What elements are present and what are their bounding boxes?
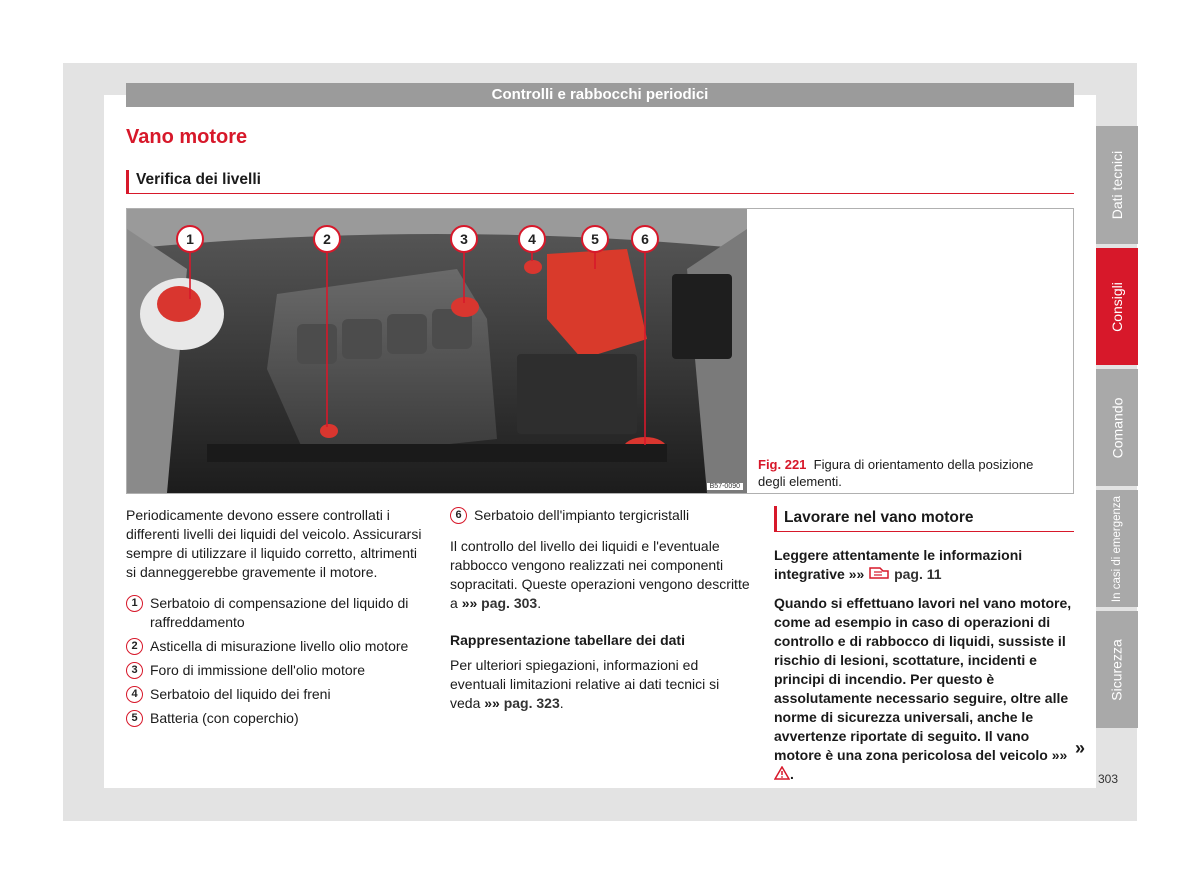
item-text: Batteria (con coperchio) [150,710,299,726]
paragraph-text: Il controllo del livello dei liquidi e l'eventuale rabbocco vengono realizzati nei componenti sopracitati. Queste operazioni vengono descritte a [450,538,750,611]
item-number: 4 [126,686,143,703]
column-1 [126,506,426,733]
cross-reference-link[interactable] [849,566,942,582]
callout-label: 5 [591,231,599,247]
intro-paragraph: Periodicamente devono essere controllati i differenti livelli dei liquidi del veicolo. Assicurarsi sempre di utilizzare il liquido corretto, altrimenti si danneggerebbe gravemente il motore. [126,507,422,580]
figure-code: B57-0090 [707,483,743,490]
item-text: Serbatoio del liquido dei freni [150,686,331,702]
side-tab-dati-tecnici[interactable] [1096,126,1138,244]
item-number: 6 [450,507,467,524]
lead-paragraph [774,546,1074,584]
side-tab-comando[interactable] [1096,369,1138,486]
item-number: 1 [126,595,143,612]
item-number: 5 [126,710,143,727]
air-filter-box [517,354,637,434]
figure-caption [758,456,1058,490]
oil-dipstick [320,424,338,438]
subsection-title: Verifica dei livelli [126,170,1074,194]
engine-bay-illustration [127,209,747,493]
paragraph [450,656,750,713]
item-text: Serbatoio di compensazione del liquido di raffreddamento [150,595,409,630]
warning-triangle-icon [774,766,790,780]
cross-reference-link[interactable] [484,695,560,711]
item-number: 2 [126,638,143,655]
item-text: Asticella di misurazione livello olio motore [150,638,409,654]
warning-text: Quando si effettuano lavori nel vano motore, come ad esempio in caso di operazioni di controllo e di rabbocco di liquidi, sussiste il rischio di lesioni, scottature, incidenti e principi di incendio. Per questo è assolutamente necessario seguire, oltre alle norme di sicurezza universali, anche le avvertenze riportate di seguito. Il vano motore è una zona pericolosa del veicolo [774,595,1072,763]
figure-221 [126,208,1074,494]
xref-page: pag. 11 [894,566,942,582]
cross-reference-link[interactable] [462,595,538,611]
warning-paragraph [774,594,1074,784]
figure-caption-text: Figura di orientamento della posizione degli elementi. [758,457,1034,489]
book-reference-icon [868,566,890,580]
callout-label: 4 [528,231,536,247]
callout-label: 6 [641,231,649,247]
list-item [126,709,426,728]
side-tab-label: Dati tecnici [1109,150,1125,220]
side-tab-consigli[interactable] [1096,248,1138,365]
brake-fluid-cap [524,260,542,274]
punctuation: . [790,766,794,782]
section-box-title: Lavorare nel vano motore [774,506,1074,532]
page-number: 303 [1098,772,1119,786]
oil-filler-cap [451,297,479,317]
callout-label: 2 [323,231,331,247]
item-text: Foro di immissione dell'olio motore [150,662,366,678]
continue-arrow-icon: » [1075,738,1086,758]
xref-arrow-icon: »» [484,695,500,711]
list-item [126,637,426,656]
xref-arrow-icon: »» [1051,747,1068,763]
list-item [126,685,426,704]
side-tab-emergenza[interactable] [1096,490,1138,607]
column-2 [450,506,750,713]
section-title: Vano motore [126,126,248,148]
paragraph [450,537,750,613]
xref-page: pag. 303 [481,595,538,611]
subheading: Rappresentazione tabellare dei dati [450,632,685,648]
side-tab-label: In casi di emergenza [1111,495,1123,602]
xref-arrow-icon: »» [848,566,865,582]
callout-label: 1 [186,231,194,247]
list-item [126,594,426,632]
punctuation: . [537,595,542,611]
callout-label: 3 [460,231,468,247]
punctuation: . [559,695,564,711]
list-item [126,661,426,680]
xref-page: pag. 323 [503,695,560,711]
column-3 [774,506,1074,784]
side-tab-label: Sicurezza [1109,638,1125,701]
side-tab-label: Consigli [1109,281,1125,332]
item-text: Serbatoio dell'impianto tergicristalli [474,507,690,523]
side-tab-sicurezza[interactable] [1096,611,1138,728]
side-tab-label: Comando [1109,397,1126,458]
item-number: 3 [126,662,143,679]
paragraph-text: Per ulteriori spiegazioni, informazioni ed eventuali limitazioni relative ai dati tecnici si veda [450,657,720,711]
fuse-box [672,274,732,359]
chapter-header: Controlli e rabbocchi periodici [126,83,1074,107]
lead-text: Leggere attentamente le informazioni integrative [774,547,1023,582]
list-item [450,506,750,525]
figure-number: Fig. 221 [758,457,807,472]
engine-bay-photo [127,209,747,493]
xref-arrow-icon: »» [461,595,478,611]
